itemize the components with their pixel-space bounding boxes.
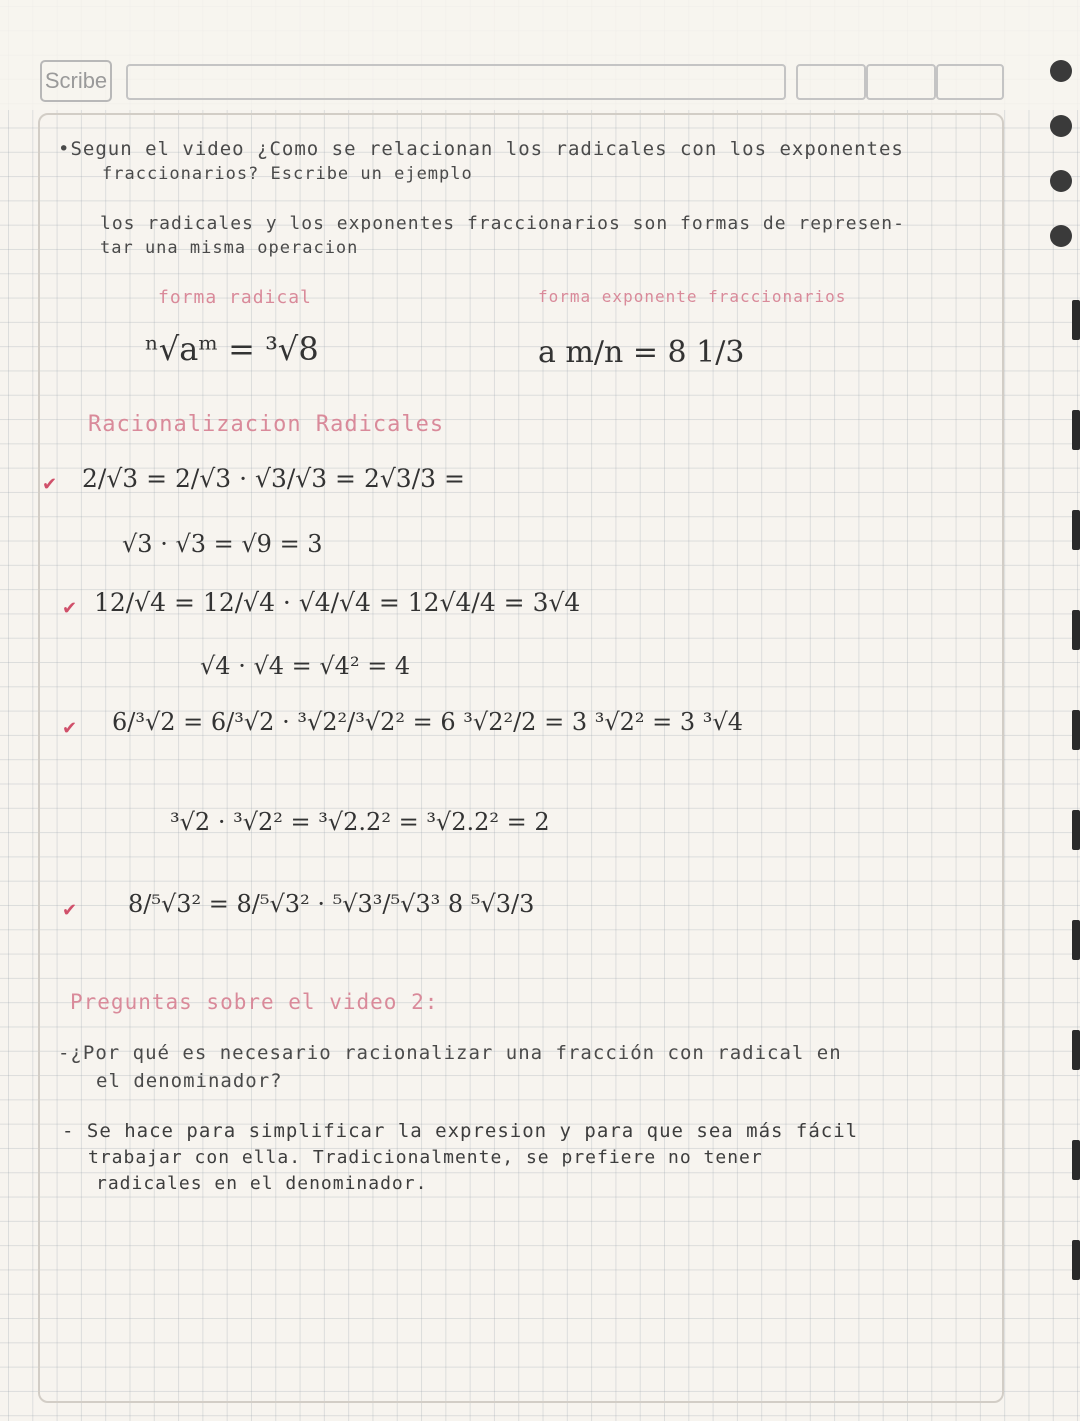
exponent-form-expression: a m/n = 8 1/3: [538, 335, 745, 370]
example-3-work: ³√2 · ³√2² = ³√2.2² = ³√2.2² = 2: [170, 808, 550, 836]
header-box-2: [796, 64, 866, 100]
question2-line1: -¿Por qué es necesario racionalizar una fracción con radical en: [58, 1042, 842, 1064]
header-date-box: [126, 64, 786, 100]
question2-line2: el denominador?: [96, 1070, 283, 1092]
question2-title: Preguntas sobre el video 2:: [70, 990, 439, 1014]
question1-line1: •Segun el video ¿Como se relacionan los radicales con los exponentes: [58, 138, 904, 160]
example-1-work: √3 · √3 = √9 = 3: [122, 530, 323, 558]
checkmark-icon: ✔: [62, 900, 78, 921]
answer2-line3: radicales en el denominador.: [96, 1173, 428, 1194]
exponent-form-label: forma exponente fraccionarios: [538, 287, 847, 306]
checkmark-icon: ✔: [62, 598, 78, 619]
brand-logo: Scribe: [40, 60, 112, 102]
checkmark-icon: ✔: [42, 474, 58, 495]
example-1-main: 2/√3 = 2/√3 · √3/√3 = 2√3/3 =: [82, 464, 465, 493]
radical-form-expression: ⁿ√aᵐ = ³√8: [145, 330, 319, 368]
example-2-work: √4 · √4 = √4² = 4: [200, 652, 411, 680]
example-2-main: 12/√4 = 12/√4 · √4/√4 = 12√4/4 = 3√4: [94, 588, 581, 617]
header-box-3: [866, 64, 936, 100]
checkmark-icon: ✔: [62, 718, 78, 739]
answer2-line2: trabajar con ella. Tradicionalmente, se prefiere no tener: [88, 1147, 763, 1168]
answer2-line1: - Se hace para simplificar la expresion y para que sea más fácil: [62, 1120, 859, 1142]
header-box-4: [936, 64, 1004, 100]
example-4-main: 8/⁵√3² = 8/⁵√3² · ⁵√3³/⁵√3³ 8 ⁵√3/3: [128, 890, 535, 918]
example-3-main: 6/³√2 = 6/³√2 · ³√2²/³√2² = 6 ³√2²/2 = 3 ³√2² = 3 ³√4: [112, 708, 743, 736]
answer1-line2: tar una misma operacion: [100, 238, 359, 258]
radical-form-label: forma radical: [158, 287, 312, 308]
section-title: Racionalizacion Radicales: [88, 412, 445, 437]
answer1-line1: los radicales y los exponentes fraccionarios son formas de represen-: [100, 213, 905, 234]
question1-line2: fraccionarios? Escribe un ejemplo: [102, 164, 473, 184]
